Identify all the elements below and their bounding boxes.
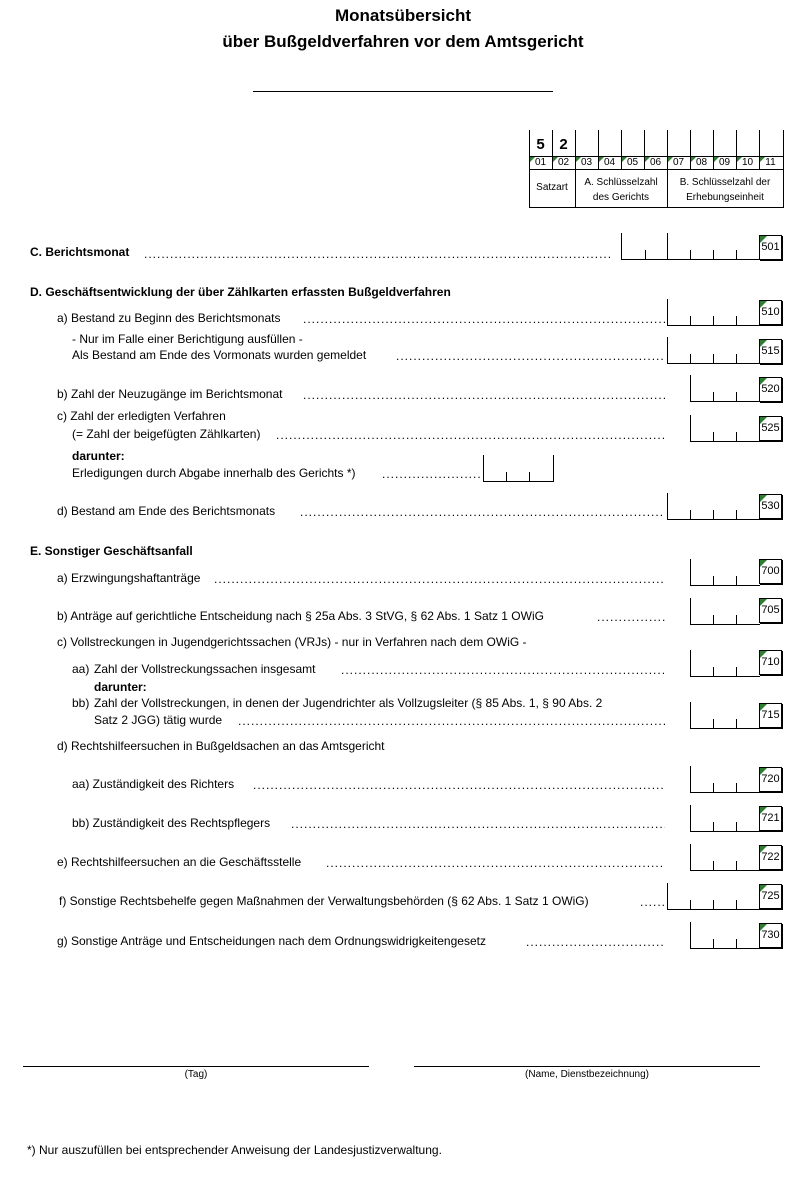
- code-721: 721: [759, 806, 782, 831]
- code-710: 710: [759, 650, 782, 675]
- section-c-heading: C. Berichtsmonat: [30, 245, 130, 259]
- e-d-aa-label: aa) Zuständigkeit des Richters: [72, 777, 235, 791]
- code-530: 530: [759, 494, 782, 519]
- leader-dots: [291, 817, 665, 831]
- col-number: 09: [714, 157, 735, 169]
- col-number: 05: [622, 157, 643, 169]
- satzart-label: Satzart: [536, 182, 568, 193]
- d-c-label: c) Zahl der erledigten Verfahren: [57, 409, 226, 423]
- col-number: 03: [576, 157, 597, 169]
- col-number: 06: [645, 157, 666, 169]
- e-d-aa-input[interactable]: [690, 766, 760, 793]
- section-e-heading: E. Sonstiger Geschäftsanfall: [30, 544, 193, 558]
- e-f-input[interactable]: [667, 883, 760, 910]
- code-715: 715: [759, 703, 782, 728]
- e-e-label: e) Rechtshilfeersuchen an die Geschäftsstelle: [57, 855, 302, 869]
- code-525: 525: [759, 416, 782, 441]
- leader-dots: [526, 935, 665, 949]
- code-725: 725: [759, 884, 782, 909]
- leader-dots: [214, 572, 665, 586]
- satzart-digit-2: 2: [559, 136, 568, 153]
- footnote: *) Nur auszufüllen bei entsprechender Anweisung der Landesjustizverwaltung.: [27, 1143, 442, 1157]
- leader-dots: [396, 349, 665, 363]
- e-e-input[interactable]: [690, 844, 760, 871]
- name-label: (Name, Dienstbezeichnung): [525, 1069, 649, 1080]
- d-b-input[interactable]: [690, 375, 760, 402]
- d-d-input[interactable]: [667, 493, 760, 520]
- e-d-bb-input[interactable]: [690, 805, 760, 832]
- e-c-bb-line1: Zahl der Vollstreckungen, in denen der Jugendrichter als Vollzugsleiter (§ 85 Abs. 1, § 90 Abs. 2: [94, 696, 603, 710]
- page-subtitle: über Bußgeldverfahren vor dem Amtsgericht: [222, 32, 584, 51]
- e-c-aa-input[interactable]: [690, 650, 760, 677]
- col-number: 01: [530, 157, 551, 169]
- d-c-sublabel: (= Zahl der beigefügten Zählkarten): [72, 427, 261, 441]
- berichtsmonat-input[interactable]: [621, 233, 760, 260]
- darunter-label: darunter:: [72, 449, 125, 463]
- date-signature-line[interactable]: [23, 1066, 369, 1067]
- leader-dots: [326, 856, 665, 870]
- e-a-label: a) Erzwingungshaftanträge: [57, 571, 201, 585]
- d-a-input[interactable]: [667, 299, 760, 326]
- key-grid: [529, 130, 783, 208]
- date-label: (Tag): [184, 1069, 208, 1080]
- section-d-heading: D. Geschäftsentwicklung der über Zählkarten erfassten Bußgeldverfahren: [30, 285, 451, 299]
- e-b-input[interactable]: [690, 598, 760, 625]
- code-722: 722: [759, 845, 782, 870]
- col-number: 11: [760, 157, 781, 169]
- leader-dots: [144, 247, 612, 261]
- title-underline: [253, 91, 553, 92]
- leader-dots: [276, 428, 665, 442]
- d-c-input[interactable]: [690, 415, 760, 442]
- leader-dots: [300, 505, 665, 519]
- leader-dots: [303, 388, 665, 402]
- e-g-input[interactable]: [690, 922, 760, 949]
- col-number: 02: [553, 157, 574, 169]
- d-b-label: b) Zahl der Neuzugänge im Berichtsmonat: [57, 387, 283, 401]
- e-g-label: g) Sonstige Anträge und Entscheidungen nach dem Ordnungswidrigkeitengesetz: [57, 934, 486, 948]
- d-a2-note: - Nur im Falle einer Berichtigung ausfüllen -: [72, 332, 303, 346]
- d-d-label: d) Bestand am Ende des Berichtsmonats: [57, 504, 276, 518]
- e-c-bb-input[interactable]: [690, 702, 760, 729]
- code-520: 520: [759, 377, 782, 402]
- code-501: 501: [759, 235, 782, 260]
- code-700: 700: [759, 559, 782, 584]
- code-730: 730: [759, 923, 782, 948]
- leader-dots: [238, 714, 665, 728]
- darunter-label: darunter:: [94, 680, 147, 694]
- code-515: 515: [759, 339, 782, 364]
- col-number: 08: [691, 157, 712, 169]
- leader-dots: [253, 778, 665, 792]
- e-c-aa-prefix: aa): [72, 662, 90, 676]
- erhebungseinheit-label: B. Schlüsselzahl der Erhebungseinheit: [679, 177, 771, 203]
- d-a2-label: Als Bestand am Ende des Vormonats wurden gemeldet: [72, 348, 367, 362]
- satzart-digit-1: 5: [536, 136, 545, 153]
- code-720: 720: [759, 767, 782, 792]
- col-number: 10: [737, 157, 758, 169]
- code-705: 705: [759, 598, 782, 623]
- e-c-bb-line2: Satz 2 JGG) tätig wurde: [94, 713, 223, 727]
- d-a2-input[interactable]: [667, 337, 760, 364]
- e-d-label: d) Rechtshilfeersuchen in Bußgeldsachen an das Amtsgericht: [57, 739, 385, 753]
- gericht-label: A. Schlüsselzahl des Gerichts: [584, 177, 658, 203]
- code-510: 510: [759, 300, 782, 325]
- d-a-label: a) Bestand zu Beginn des Berichtsmonats: [57, 311, 281, 325]
- d-c-abgabe-input[interactable]: [483, 455, 554, 482]
- leader-dots: [597, 610, 665, 624]
- e-a-input[interactable]: [690, 559, 760, 586]
- col-number: 07: [668, 157, 689, 169]
- leader-dots: [640, 895, 665, 909]
- e-c-aa-label: Zahl der Vollstreckungssachen insgesamt: [94, 662, 316, 676]
- e-d-bb-label: bb) Zuständigkeit des Rechtspflegers: [72, 816, 271, 830]
- leader-dots: [341, 663, 665, 677]
- page-title: Monatsübersicht: [334, 6, 472, 25]
- e-c-label: c) Vollstreckungen in Jugendgerichtssachen (VRJs) - nur in Verfahren nach dem OWiG -: [57, 635, 527, 649]
- col-number: 04: [599, 157, 620, 169]
- e-f-label: f) Sonstige Rechtsbehelfe gegen Maßnahmen der Verwaltungsbehörden (§ 62 Abs. 1 Satz 1 OWiG): [59, 894, 589, 908]
- e-c-bb-prefix: bb): [72, 696, 90, 710]
- leader-dots: [382, 467, 480, 481]
- d-c-abgabe-label: Erledigungen durch Abgabe innerhalb des Gerichts *): [72, 466, 356, 480]
- leader-dots: [303, 312, 665, 326]
- name-signature-line[interactable]: [414, 1066, 760, 1067]
- e-b-label: b) Anträge auf gerichtliche Entscheidung nach § 25a Abs. 3 StVG, § 62 Abs. 1 Satz 1 OWiG: [57, 609, 544, 623]
